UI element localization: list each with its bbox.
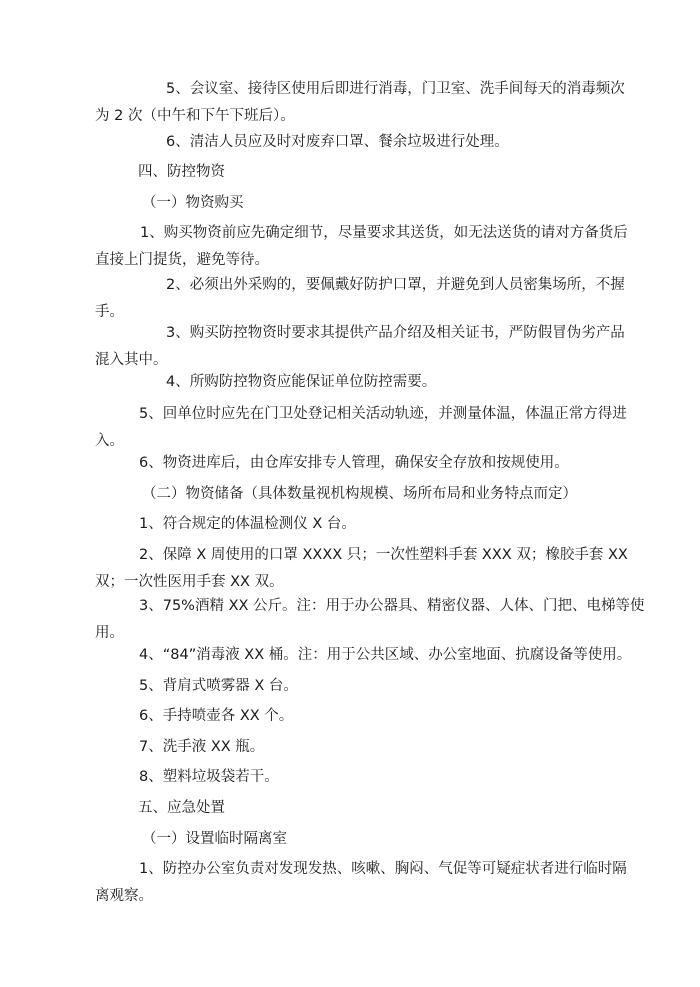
text-line: 3、75%酒精 XX 公斤。注：用于办公器具、精密仪器、人体、门把、电梯等使 [139, 598, 645, 614]
paragraph-reserve-7 [0, 734, 264, 761]
text-line: 4、“84”消毒液 XX 桶。注：用于公共区域、办公室地面、抗腐设备等使用。 [139, 647, 632, 663]
text-line: （一）物资购买 [142, 195, 244, 211]
text-line: 入。 [95, 433, 124, 449]
text-line: 四、防控物资 [138, 164, 225, 180]
subsection-heading-isolation-room [0, 826, 287, 853]
text-line: 混入其中。 [95, 352, 168, 368]
text-line: 7、洗手液 XX 瓶。 [139, 739, 265, 755]
text-line: 8、塑料垃圾袋若干。 [139, 769, 279, 785]
text-line: 2、必须出外采购的，要佩戴好防护口罩，并避免到人员密集场所，不握 [166, 277, 625, 293]
text-line: 用。 [95, 625, 124, 641]
text-line: 直接上门提货，避免等待。 [95, 252, 269, 268]
text-line: 离观察。 [95, 888, 153, 904]
paragraph-reserve-2 [0, 542, 628, 596]
text-line: 4、所购防控物资应能保证单位防控需要。 [166, 374, 437, 390]
paragraph-purchase-6 [0, 450, 569, 477]
paragraph-purchase-2 [0, 272, 625, 326]
text-line: 1、防控办公室负责对发现发热、咳嗽、胸闷、气促等可疑症状者进行临时隔 [139, 861, 627, 877]
paragraph-reserve-5 [0, 673, 298, 700]
paragraph-reserve-1 [0, 511, 356, 538]
paragraph-isolation-1 [0, 856, 627, 910]
section-heading-supplies [0, 159, 225, 186]
paragraph-reserve-3 [0, 593, 645, 647]
paragraph-reserve-6 [0, 703, 293, 730]
text-line: 5、回单位时应先在门卫处登记相关活动轨迹，并测量体温，体温正常方得进 [139, 406, 627, 422]
text-line: 1、符合规定的体温检测仪 X 台。 [139, 516, 356, 532]
text-line: 6、物资进库后，由仓库安排专人管理，确保安全存放和按规使用。 [139, 455, 569, 471]
text-line: 为 2 次（中午和下午下班后）。 [95, 108, 295, 124]
text-line: 2、保障 X 周使用的口罩 XXXX 只；一次性塑料手套 XXX 双；橡胶手套 XX [139, 547, 628, 563]
text-line: 6、清洁人员应及时对废弃口罩、餐余垃圾进行处理。 [166, 134, 509, 150]
subsection-heading-purchase [0, 190, 244, 217]
paragraph-purchase-4 [0, 369, 436, 396]
text-line: 1、购买物资前应先确定细节，尽量要求其送货，如无法送货的请对方备货后 [140, 225, 628, 241]
text-line: （一）设置临时隔离室 [142, 831, 287, 847]
text-line: 3、购买防控物资时要求其提供产品介绍及相关证书，严防假冒伪劣产品 [166, 325, 625, 341]
paragraph-purchase-1 [0, 220, 628, 274]
text-line: 双；一次性医用手套 XX 双。 [95, 574, 284, 590]
text-line: 5、会议室、接待区使用后即进行消毒，门卫室、洗手间每天的消毒频次 [166, 81, 625, 97]
paragraph-reserve-4 [0, 642, 631, 669]
paragraph-purchase-5 [0, 401, 627, 455]
paragraph-cleaning-staff [0, 129, 509, 156]
subsection-heading-reserve [0, 481, 577, 508]
text-line: 手。 [95, 304, 124, 320]
paragraph-reserve-8 [0, 764, 279, 791]
text-line: 6、手持喷壶各 XX 个。 [139, 708, 294, 724]
paragraph-purchase-3 [0, 320, 625, 374]
text-line: 5、背肩式喷雾器 X 台。 [139, 678, 298, 694]
paragraph-disinfection-meeting-room [0, 76, 625, 130]
text-line: 五、应急处置 [138, 800, 225, 816]
section-heading-emergency [0, 795, 225, 822]
text-line: （二）物资储备（具体数量视机构规模、场所布局和业务特点而定） [142, 486, 577, 502]
